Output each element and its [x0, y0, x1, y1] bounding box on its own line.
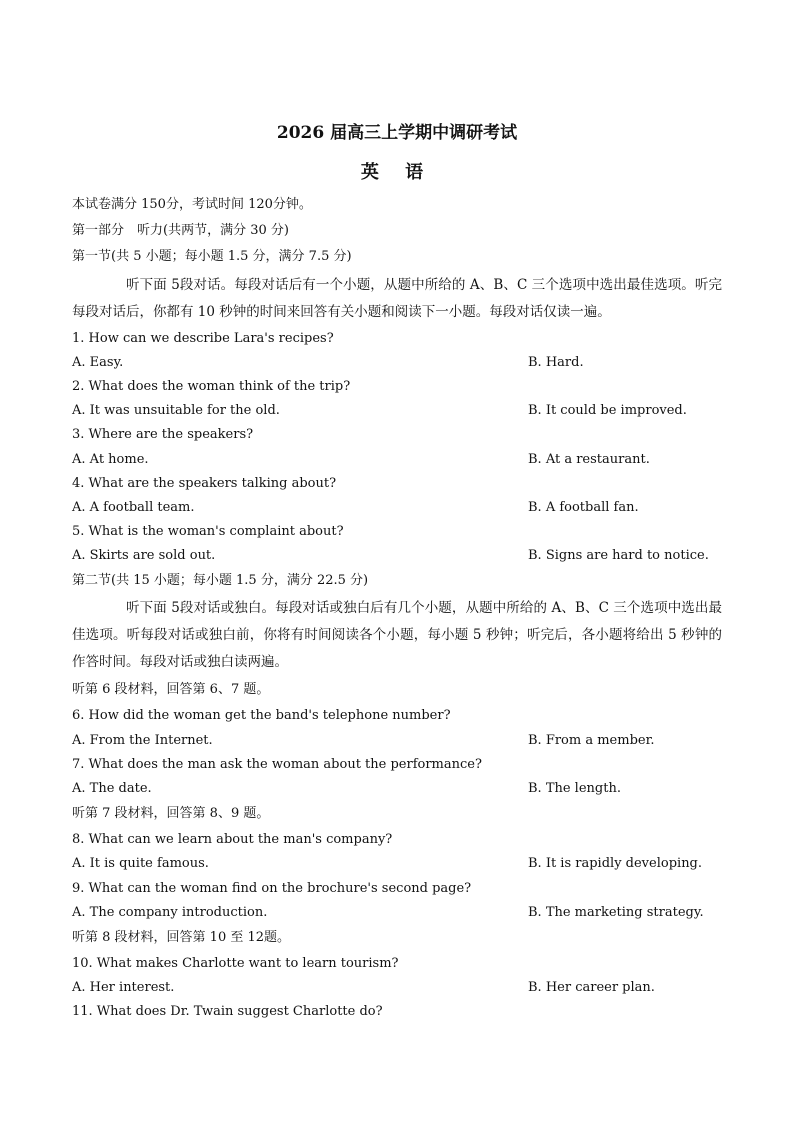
exam-info: 本试卷满分 150分，考试时间 120分钟。: [72, 197, 312, 212]
material-7-heading: 听第 7 段材料，回答第 8、9 题。: [72, 806, 270, 821]
question-6-option-b: B. From a member.: [528, 733, 655, 748]
question-5-option-b: B. Signs are hard to notice.: [528, 548, 709, 563]
question-9-option-b: B. The marketing strategy.: [528, 905, 704, 920]
part-one-heading: 第一部分 听力(共两节，满分 30 分): [72, 223, 289, 238]
question-7-option-a: A. The date.: [72, 781, 152, 796]
question-1-option-a: A. Easy.: [72, 355, 124, 370]
question-3-stem: 3. Where are the speakers?: [72, 427, 254, 442]
section-one-instructions: 听下面 5段对话。每段对话后有一个小题，从题中所给的 A、B、C 三个选项中选出最佳选项。听完每段对话后，你都有 10 秒钟的时间来回答有关小题和阅读下一小题。每段对话仅读一遍。: [72, 277, 722, 320]
question-2-option-b: B. It could be improved.: [528, 403, 687, 418]
subject-title: 英 语: [360, 162, 434, 183]
question-7-option-b: B. The length.: [528, 781, 621, 796]
question-1-option-b: B. Hard.: [528, 355, 584, 370]
exam-title: 2026 届高三上学期中调研考试: [276, 123, 518, 143]
question-2-stem: 2. What does the woman think of the trip?: [72, 379, 351, 394]
question-9-option-a: A. The company introduction.: [72, 905, 268, 920]
question-2-option-a: A. It was unsuitable for the old.: [72, 403, 280, 418]
question-1-stem: 1. How can we describe Lara's recipes?: [72, 331, 334, 346]
material-8-heading: 听第 8 段材料，回答第 10 至 12题。: [72, 930, 291, 945]
section-two-heading: 第二节(共 15 小题；每小题 1.5 分，满分 22.5 分): [72, 573, 369, 588]
question-3-option-a: A. At home.: [72, 452, 149, 467]
question-10-option-a: A. Her interest.: [72, 980, 175, 995]
question-8-option-b: B. It is rapidly developing.: [528, 856, 703, 871]
question-9-stem: 9. What can the woman find on the brochure's second page?: [72, 881, 472, 896]
question-3-option-b: B. At a restaurant.: [528, 452, 650, 467]
question-4-option-a: A. A football team.: [72, 500, 195, 515]
question-5-option-a: A. Skirts are sold out.: [72, 548, 216, 563]
section-one-heading: 第一节(共 5 小题；每小题 1.5 分，满分 7.5 分): [72, 249, 352, 264]
question-6-option-a: A. From the Internet.: [72, 733, 213, 748]
question-8-stem: 8. What can we learn about the man's company?: [72, 832, 393, 847]
question-10-stem: 10. What makes Charlotte want to learn tourism?: [72, 956, 399, 971]
question-7-stem: 7. What does the man ask the woman about the performance?: [72, 757, 482, 772]
question-8-option-a: A. It is quite famous.: [72, 856, 209, 871]
question-5-stem: 5. What is the woman's complaint about?: [72, 524, 344, 539]
question-4-stem: 4. What are the speakers talking about?: [72, 476, 337, 491]
question-11-stem: 11. What does Dr. Twain suggest Charlotte do?: [72, 1004, 383, 1019]
question-6-stem: 6. How did the woman get the band's telephone number?: [72, 708, 451, 723]
question-4-option-b: B. A football fan.: [528, 500, 639, 515]
question-10-option-b: B. Her career plan.: [528, 980, 655, 995]
material-6-heading: 听第 6 段材料，回答第 6、7 题。: [72, 682, 270, 697]
section-two-instructions: 听下面 5段对话或独白。每段对话或独白后有几个小题，从题中所给的 A、B、C 三个选项中选出最佳选项。听每段对话或独白前，你将有时间阅读各个小题，每小题 5 秒钟；听完后，各小题将给出 5 秒钟的作答时间。每段对话或独白读两遍。: [72, 600, 722, 670]
